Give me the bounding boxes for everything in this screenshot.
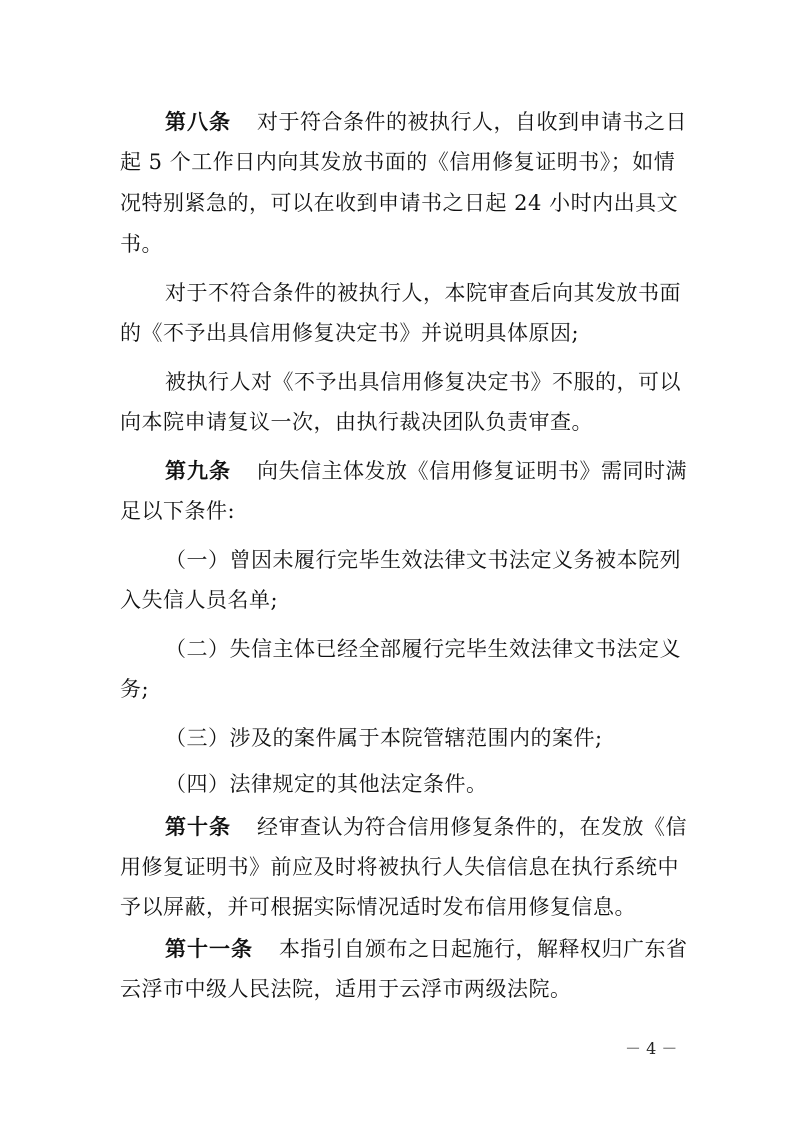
article9-heading: 第九条 xyxy=(165,459,231,483)
article10-line-3: 予以屏蔽，并可根据实际情况适时发布信用修复信息。 xyxy=(120,895,636,919)
article9-item4: （四）法律规定的其他法定条件。 xyxy=(165,772,488,796)
article11-line-1 xyxy=(165,934,688,964)
article8-line-1 xyxy=(165,107,687,137)
article9-item3: （三）涉及的案件属于本院管辖范围内的案件; xyxy=(165,726,603,750)
article8-para2-line-1: 对于不符合条件的被执行人，本院审查后向其发放书面 xyxy=(165,281,681,305)
article9-item2-line-1: （二）失信主体已经全部履行完毕生效法律文书法定义 xyxy=(165,637,681,661)
article9-item1-line-2: 入失信人员名单; xyxy=(120,588,279,612)
article8-text: 对于符合条件的被执行人，自收到申请书之日 xyxy=(257,110,687,134)
article8-line-2: 起 5 个工作日内向其发放书面的《信用修复证明书》；如情 xyxy=(120,150,676,174)
article11-text: 本指引自颁布之日起施行，解释权归广东省 xyxy=(279,937,688,961)
article9-line-1 xyxy=(165,456,687,486)
article9-item1-line-1: （一）曾因未履行完毕生效法律文书法定义务被本院列 xyxy=(165,548,681,572)
article8-para3-line-1: 被执行人对《不予出具信用修复决定书》不服的，可以 xyxy=(165,370,681,394)
article10-heading: 第十条 xyxy=(165,815,231,839)
article8-para2-line-2: 的《不予出具信用修复决定书》并说明具体原因; xyxy=(120,321,580,345)
page-number: － 4 － xyxy=(625,1039,678,1058)
article8-para3-line-2: 向本院申请复议一次，由执行裁决团队负责审查。 xyxy=(120,410,593,434)
article9-line-2: 足以下条件: xyxy=(120,499,236,523)
article10-line-1 xyxy=(165,812,687,842)
article10-line-2: 用修复证明书》前应及时将被执行人失信信息在执行系统中 xyxy=(120,855,679,879)
article8-heading: 第八条 xyxy=(165,110,231,134)
article9-item2-line-2: 务; xyxy=(120,677,150,701)
article11-heading: 第十一条 xyxy=(165,937,253,961)
article8-line-4: 书。 xyxy=(120,232,163,256)
article10-text: 经审查认为符合信用修复条件的，在发放《信 xyxy=(257,815,687,839)
article11-line-2: 云浮市中级人民法院，适用于云浮市两级法院。 xyxy=(120,977,572,1001)
article9-text: 向失信主体发放《信用修复证明书》需同时满 xyxy=(257,459,687,483)
article8-line-3: 况特别紧急的，可以在收到申请书之日起 24 小时内出具文 xyxy=(120,191,679,215)
